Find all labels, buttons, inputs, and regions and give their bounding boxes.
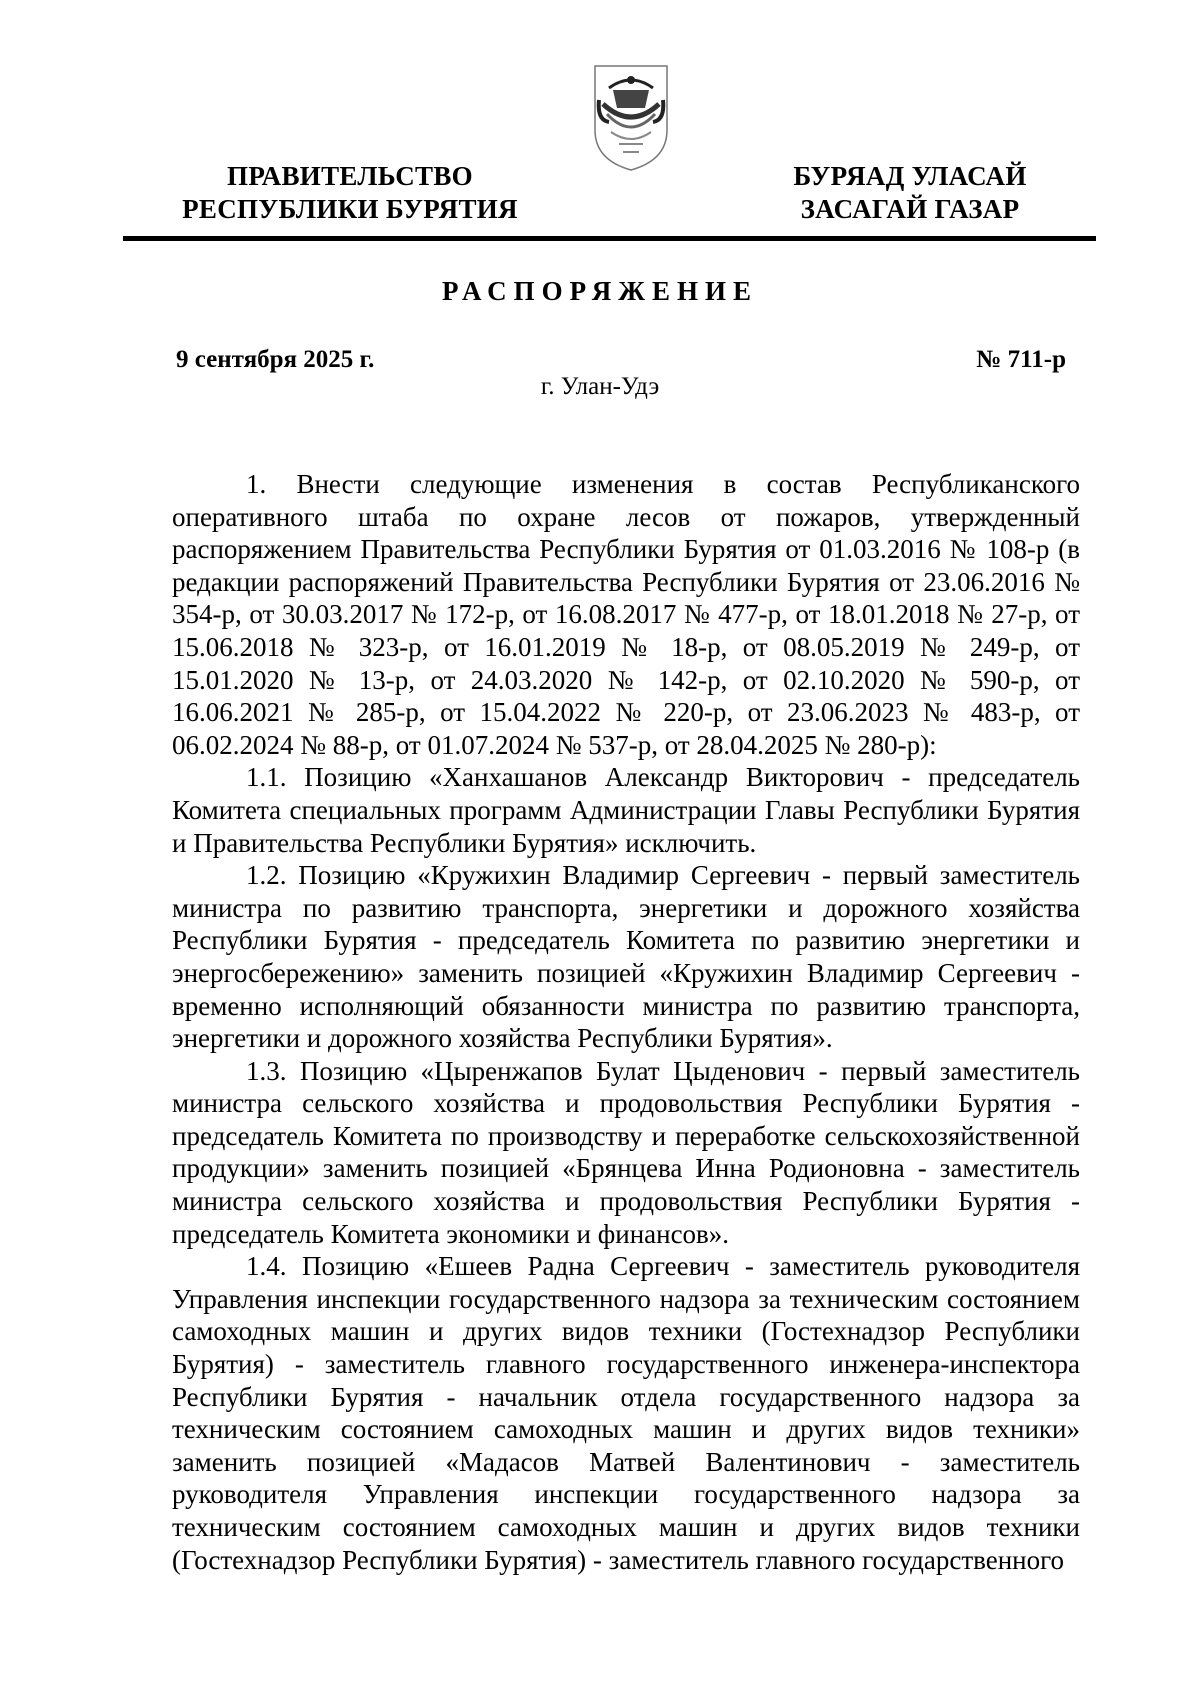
- paragraph-1-4: 1.4. Позицию «Ешеев Радна Сергеевич - заместитель руководителя Управления инспекции государственного надзора за техническим состоянием самоходных машин и других видов техники (Гостехнадзор Республики Бурятия) - заместитель главного государственного инженера-инспектора Республики Бурятия - начальник отдела государственного надзора за техническим состоянием самоходных машин и других видов техники» заменить позицией «Мадасов Матвей Валентинович - заместитель руководителя Управления инспекции государственного надзора за техническим состоянием самоходных машин и других видов техники (Гостехнадзор Республики Бурятия) - заместитель главного государственного: [172, 1251, 1080, 1575]
- document-body: [172, 468, 1080, 1576]
- paragraph-1-3: 1.3. Позицию «Цыренжапов Булат Цыденович - первый заместитель министра сельского хозяйства и продовольствия Республики Бурятия - председатель Комитета по производству и переработке сельскохозяйственной продукции» заменить позицией «Брянцева Инна Родионовна - заместитель министра сельского хозяйства и продовольствия Республики Бурятия - председатель Комитета экономики и финансов».: [172, 1055, 1080, 1249]
- header-left-line-1: ПРАВИТЕЛЬСТВО: [227, 161, 473, 191]
- header-divider: [123, 236, 1096, 241]
- header-left: [165, 160, 535, 226]
- header-right: [760, 160, 1060, 226]
- header-right-line-1: БУРЯАД УЛАСАЙ: [793, 161, 1027, 191]
- coat-of-arms-icon: [589, 60, 673, 174]
- paragraph-1: 1. Внести следующие изменения в состав Республиканского оперативного штаба по охране лесов от пожаров, утвержденный распоряжением Правительства Республики Бурятия от 01.03.2016 № 108-р (в редакции распоряжений Правительства Республики Бурятия от 23.06.2016 № 354-р, от 30.03.2017 № 172-р, от 16.08.2017 № 477-р, от 18.01.2018 № 27-р, от 15.06.2018 № 323-р, от 16.01.2019 № 18-р, от 08.05.2019 № 249-р, от 15.01.2020 № 13-р, от 24.03.2020 № 142-р, от 02.10.2020 № 590-р, от 16.06.2021 № 285-р, от 15.04.2022 № 220-р, от 23.06.2023 № 483-р, от 06.02.2024 № 88-р, от 01.07.2024 № 537-р, от 28.04.2025 № 280-р):: [172, 469, 1080, 760]
- header-left-line-2: РЕСПУБЛИКИ БУРЯТИЯ: [182, 194, 518, 224]
- document-number: № 711-р: [976, 346, 1066, 373]
- header-right-line-2: ЗАСАГАЙ ГАЗАР: [800, 194, 1020, 224]
- document-date: 9 сентября 2025 г.: [176, 346, 375, 373]
- paragraph-1-1: 1.1. Позицию «Ханхашанов Александр Викторович - председатель Комитета специальных программ Администрации Главы Республики Бурятия и Правительства Республики Бурятия» исключить.: [172, 762, 1080, 858]
- paragraph-1-2: 1.2. Позицию «Кружихин Владимир Сергеевич - первый заместитель министра по развитию транспорта, энергетики и дорожного хозяйства Республики Бурятия - председатель Комитета по развитию энергетики и энергосбережению» заменить позицией «Кружихин Владимир Сергеевич - временно исполняющий обязанности министра по развитию транспорта, энергетики и дорожного хозяйства Республики Бурятия».: [172, 860, 1080, 1054]
- document-city: г. Улан-Удэ: [540, 373, 660, 400]
- document-title: РАСПОРЯЖЕНИЕ: [441, 276, 759, 306]
